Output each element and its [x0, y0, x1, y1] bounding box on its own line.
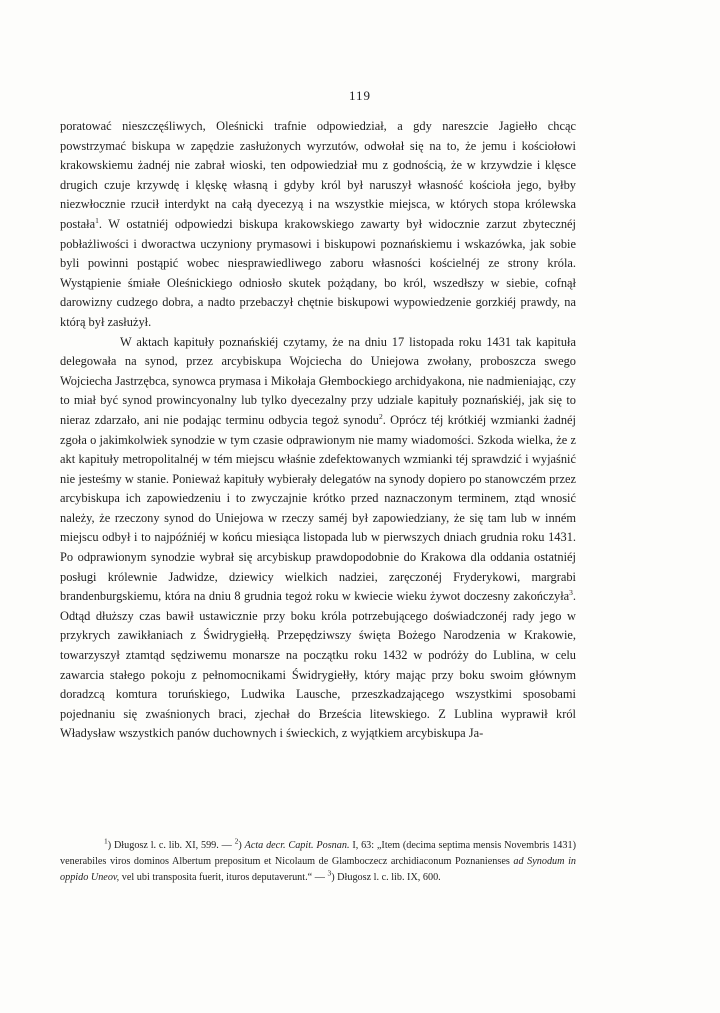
paragraph-text: W aktach kapituły poznańskiéj czytamy, że na dniu 17 listopada roku 1431 tak kapituła delegowała na synod, przez arcybiskupa Wojciecha do Uniejowa zwołany, proboszcza swego Wojciecha Jastrzębca, synowca prymasa i Mikołaja Głembockiego archidyakona, nie nadmieniając, czy to miał być synod prowincyonalny lub tylko dyecezalny przy udziale kapituły poznańskiéj, jak się to nieraz zdarzało, ani nie podając terminu odbycia tegoż synodu — [60, 334, 576, 427]
footnote-number: 3 — [327, 868, 332, 878]
footnote-text: vel ubi transposita fuerit, ituros deputaverunt.“ — — [119, 871, 328, 883]
footnotes — [60, 838, 576, 885]
paragraph-text: . Oprócz téj krótkiéj wzmianki żadnéj zgoła o jakimkolwiek synodzie w tym czasie odprawionym nie mamy wiadomości. Szkoda wielka, że z akt kapituły metropolitalnéj w tém miejscu właśnie zdefektowanych wzmianki téj sprawdzić i wyjaśnić nie jesteśmy w stanie. Ponieważ kapituły wybierały delegatów na synody dopiero po stanowczém przez arcybiskupa ich zapowiedzeniu i to zwyczajnie krótko przed naznaczonym terminem, ztąd wnosić należy, że rzeczony synod do Uniejowa w rzeczy saméj był zapowiedziany, że się tam lub w inném miejscu odbył i to najpóźniéj w końcu miesiąca listopada lub w pierwszych dniach grudnia roku 1431. Po odprawionym synodzie wybrał się arcybiskup prawdopodobnie do Krakowa dla oddania ostatniéj posługi królewnie Jadwidze, dziewicy wielkich nadziei, zaręczonéj Fryderykowi, margrabi brandenburgskiemu, która na dniu 8 grudnia tegoż roku w kwiecie wieku żywot doczesny zakończyła — [60, 412, 577, 604]
footnote-ref: 2 — [379, 411, 383, 421]
paragraph — [60, 333, 576, 744]
main-text — [60, 117, 576, 744]
footnote-text: ) Długosz l. c. lib. XI, 599. — — [107, 840, 235, 851]
footnote-ref: 3 — [569, 588, 573, 598]
footnote-source: Acta decr. Capit. Posnan. — [244, 840, 350, 851]
footnote-ref: 1 — [95, 215, 99, 225]
footnote-source: ad Synodum in oppido Uneov, — [60, 855, 576, 883]
footnote-block: $^1$) Długosz l. c. lib. XI, 599. — $^2$) Acta decr. Capit. Posnan. I, 63: „Item (decima septima mensis Novembris 1431) venerabiles viros dominos Albertum prepositum et Nicolaum de Glamboczecz archidiaconum Poznanienses ad Synodum in oppido Uneov, vel ubi transposita fuerit, ituros deputaverunt.“ — $^3$) Długosz l. c. lib. IX, 600. — [60, 836, 576, 883]
paragraph-text: . W ostatniéj odpowiedzi biskupa krakowskiego zawarty był widocznie zarzut zbytecznéj pobłażliwości i dworactwa uczyniony prymasowi i biskupowi poznańskiemu i wskazówka, jak sobie byli powinni postąpić wobec niesprawiedliwego zaboru własności kościelnéj ze strony króla. Wystąpienie śmiałe Oleśnickiego odniosło skutek pożądany, bo król, wszedłszy w siebie, cofnął darowizny cudzego dobra, a nadto przebaczył chętnie biskupowi wypowiedzenie gorzkiéj prawdy, na którą był zasłużył. — [60, 216, 576, 329]
footnote-number: 1 — [104, 836, 108, 846]
footnote-number: 2 — [234, 836, 239, 846]
paragraph — [60, 117, 576, 333]
footnote-text: I, 63: „Item (decima septima mensis Novembris 1431) venerabiles viros dominos Albertum prepositum et Nicolaum de Glamboczecz archidiaconum Poznanienses — [60, 840, 576, 867]
page-number: 119 — [348, 88, 372, 103]
footnote-text: ) Długosz l. c. lib. IX, 600. — [331, 871, 441, 883]
paragraph-text: poratować nieszczęśliwych, Oleśnicki trafnie odpowiedział, a gdy nareszcie Jagiełło chcąc powstrzymać biskupa w zapędzie zasłużonych wyrzutów, odwołał się na to, że jemu i kościołowi krakowskiemu żadnéj nie zabrał wioski, ten odpowiedział mu z godnością, że w krzywdzie i klęsce drugich czuje krzywdę i klęskę własną i gdyby król był naruszył własność kościoła jego, byłby niezwłocznie rzucił interdykt na całą dyecezyą i na wszystkie miejsca, w których stopa królewska postała — [60, 119, 576, 231]
paragraph-text: . Odtąd dłuższy czas bawił ustawicznie przy boku króla potrzebującego doświadczonéj rady jego w przykrych zawikłaniach z Świdrygiełłą. Przepędziwszy święta Bożego Narodzenia w Krakowie, towarzyszył ztamtąd sędziwemu monarsze na początku roku 1432 w podróży do Lublina, w celu zawarcia stałego pokoju z pełnomocnikami Świdrygiełły, który mając przy boku swoim głównym doradzcą komtura toruńskiego, Ludwika Lausche, przeszkadzającego wszystkimi sposobami pojednaniu się zwaśnionych braci, zjechał do Brześcia litewskiego. Z Lublina wyprawił król Władysław wszystkich panów duchownych i świeckich, z wyjątkiem arcybiskupa Ja- — [60, 589, 576, 741]
